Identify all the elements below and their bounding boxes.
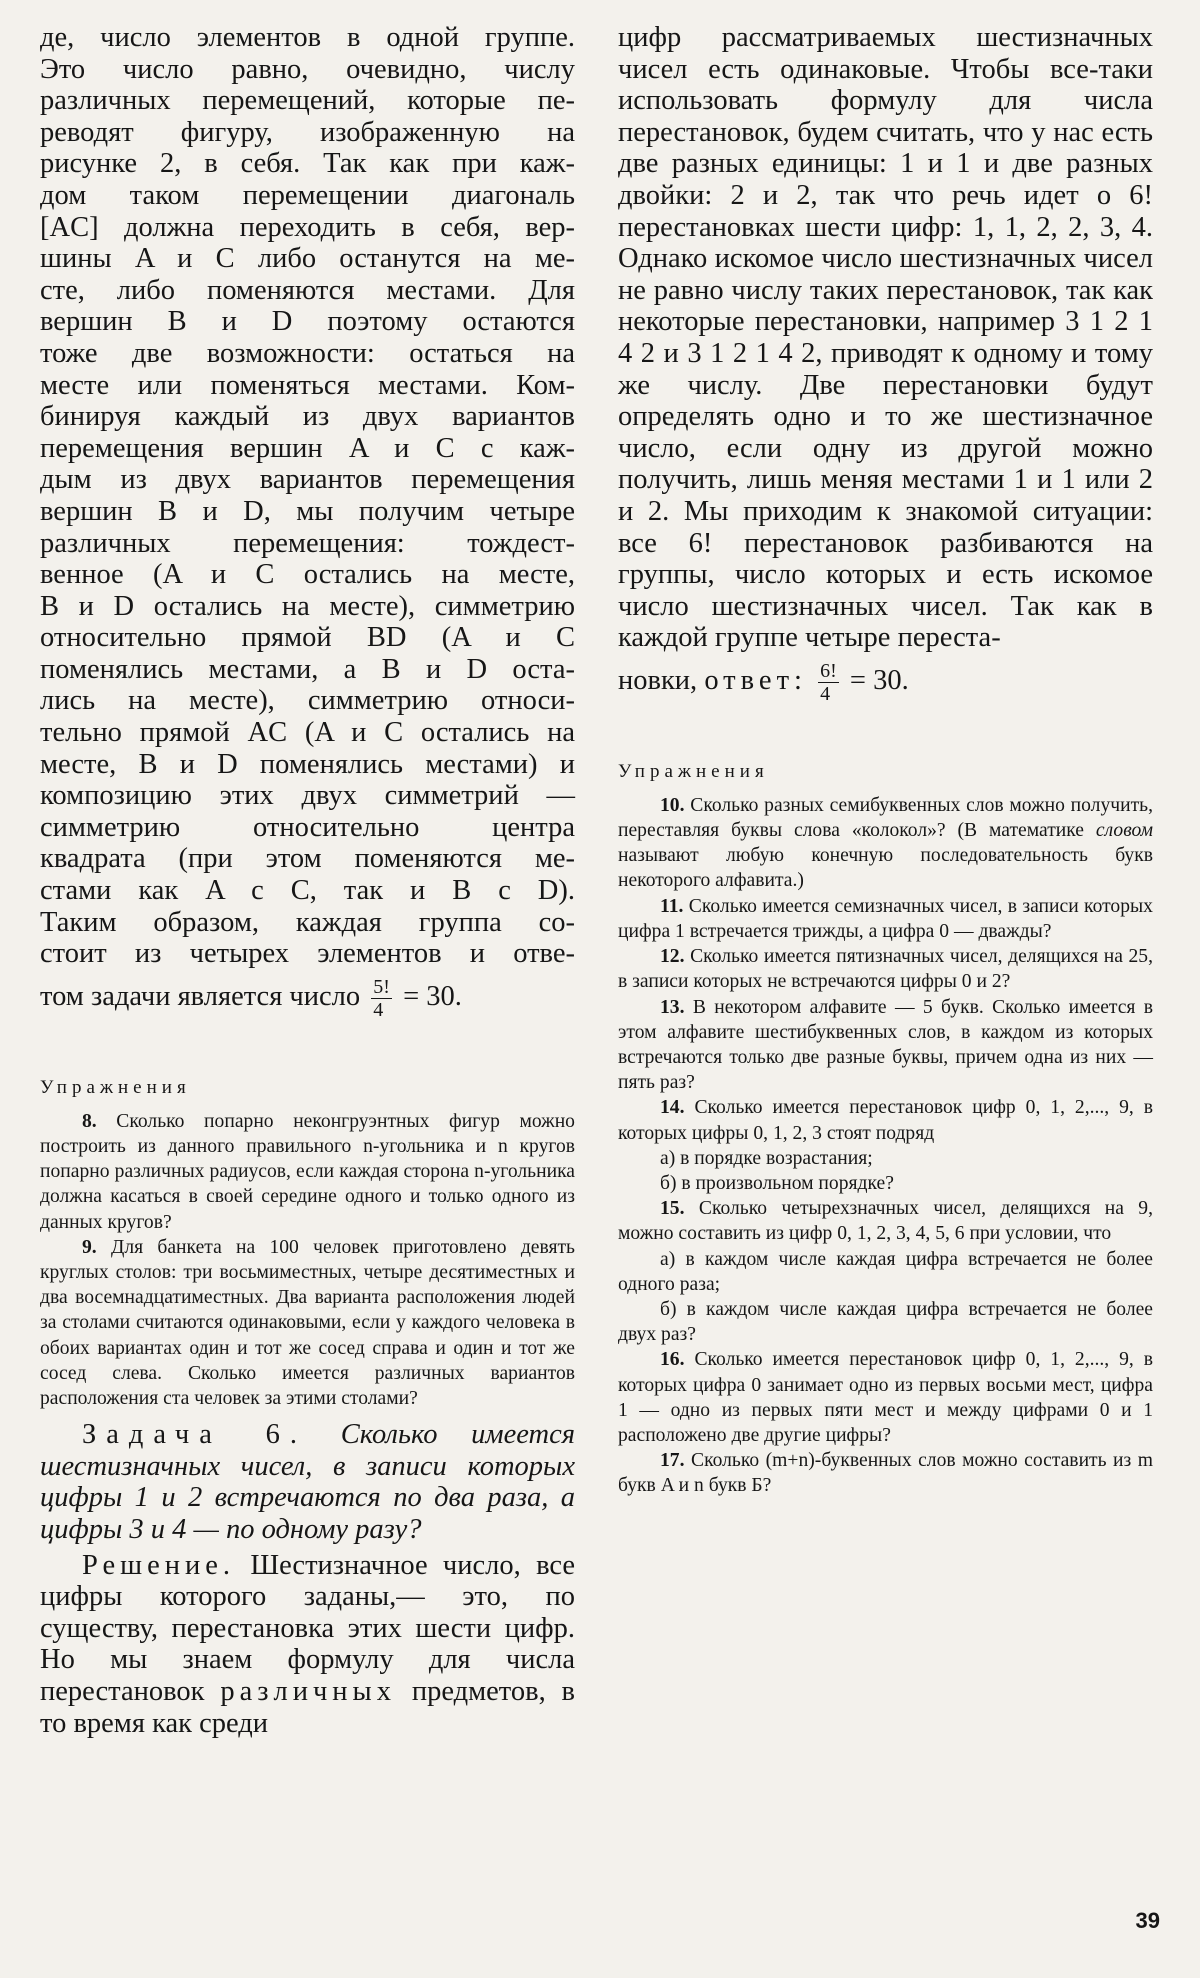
exercise-8 (40, 1109, 575, 1235)
answer-line (618, 660, 1153, 705)
fraction-denominator: 4 (373, 998, 384, 1021)
exercise-text: Сколько (m+n)-буквенных слов можно составить из m букв A и n букв Б? (618, 1450, 1153, 1497)
exercise-number: 8. (82, 1110, 97, 1132)
exercise-14-b: б) в произвольном порядке? (660, 1172, 894, 1194)
text-line: различных перемещений, которые пе- (40, 85, 575, 117)
text-line: вершин B и D поэтому остаются (40, 306, 575, 338)
text-line: поменялись местами, а B и D оста- (40, 653, 575, 685)
exercise-text: Сколько имеется перестановок цифр 0, 1, 2,..., 9, в которых цифра 0 занимает одно из первых восьми мест, цифра 1 — одно из первых пяти мест и между цифрами 0 и 1 расположено две другие цифры? (618, 1349, 1153, 1446)
exercise-number: 12. (660, 946, 685, 968)
text-line: различных перемещения: тождест- (40, 527, 575, 559)
exercise-number: 11. (660, 895, 684, 917)
exercise-text: Сколько имеется семизначных чисел, в записи которых цифра 1 встречается трижды, а цифра 0 — дважды? (618, 895, 1153, 942)
exercise-text: В некотором алфавите — 5 букв. Сколько имеется в этом алфавите шестибуквенных слов, в каждом из которых встречаются только две разные буквы, причем одна из них — пять раз? (618, 996, 1154, 1094)
exercise-15-b: б) в каждом числе каждая цифра встречается не более двух раз? (618, 1298, 1153, 1346)
exercise-emphasis: словом (1095, 820, 1153, 842)
formula-result: = 30. (403, 980, 462, 1012)
exercise-number: 17. (660, 1450, 685, 1472)
text-line: бинируя каждый из двух вариантов (40, 401, 575, 433)
exercise-number: 13. (660, 996, 685, 1018)
exercise-11 (618, 894, 1153, 944)
right-column (618, 22, 1153, 1499)
exercise-number: 10. (660, 794, 685, 816)
text-line: сте, либо поменяются местами. Для (40, 274, 575, 306)
exercise-16 (618, 1347, 1153, 1448)
text-line: композицию этих двух симметрий — (40, 780, 575, 812)
text-line: симметрию относительно центра (40, 811, 575, 843)
text-line: тельно прямой AC (A и C остались на (40, 717, 575, 749)
solution-spaced-word: различных (220, 1676, 396, 1707)
exercise-14-a: а) в порядке возрастания; (660, 1147, 873, 1169)
exercise-text: Сколько попарно неконгруэнтных фигур можно построить из данного правильного n-угольника и n кругов попарно различных радиусов, если каждая сторона n-угольника должна касаться в своей середине одного и только одного из данных кругов? (40, 1110, 575, 1233)
fraction (371, 976, 392, 1021)
fraction (818, 660, 839, 705)
exercise-text: Сколько разных семибуквенных слов можно получить, переставляя буквы слова «колокол»? (В математике (618, 794, 1153, 842)
exercise-text: Для банкета на 100 человек приготовлено девять круглых столов: три восьмиместных, четыре десятиместных и два восемнадцатиместных. Два варианта расположения людей за столами считаются одинаковыми, если у каждого человека в обоих вариантах один и тот же сосед справа и один и тот же сосед слева. Сколько имеется различных вариантов расположения ста человек за этими столами? (40, 1236, 575, 1410)
exercise-number: 9. (82, 1236, 97, 1258)
text-line: Таким образом, каждая группа со- (40, 906, 575, 938)
text-line: [AC] должна переходить в себя, вер- (40, 211, 575, 243)
text-line: венное (A и C остались на месте, (40, 559, 575, 591)
formula-lead-text: том задачи является число (40, 980, 361, 1012)
text-line: перемещения вершин A и C с каж- (40, 432, 575, 464)
solution-end: предметов, в то время как среди (40, 1676, 576, 1739)
text-line: вершин B и D, мы получим четыре (40, 495, 575, 527)
exercise-10 (618, 793, 1153, 894)
answer-lead-text: новки, (618, 664, 698, 696)
text-line: месте, B и D поменялись местами) и (40, 748, 575, 780)
text-line: рисунке 2, в себя. Так как при каж- (40, 148, 575, 180)
text-line: стоит из четырех элементов и отве- (40, 938, 575, 970)
exercise-number: 16. (660, 1349, 685, 1371)
answer-result: = 30. (849, 664, 909, 696)
text-line: шины A и C либо останутся на ме- (40, 243, 575, 275)
formula-line (40, 976, 575, 1021)
text-line: месте или поменяться местами. Ком- (40, 369, 575, 401)
fraction-denominator: 4 (820, 682, 831, 705)
task-label: Задача 6. (82, 1419, 308, 1451)
exercises-heading: Упражнения (40, 1076, 191, 1098)
exercise-number: 15. (660, 1198, 685, 1220)
exercise-15-a: а) в каждом числе каждая цифра встречается не более одного раза; (618, 1248, 1153, 1295)
page-number: 39 (1135, 1908, 1160, 1933)
text-line: тоже две возможности: остаться на (40, 337, 575, 369)
exercise-12 (618, 944, 1153, 994)
text-line: дым из двух вариантов перемещения (40, 464, 575, 496)
exercise-9 (40, 1235, 575, 1411)
text-line: квадрата (при этом поменяются ме- (40, 843, 575, 875)
text-line: Это число равно, очевидно, числу (40, 53, 575, 85)
exercise-14 (618, 1095, 1153, 1145)
task-6 (40, 1419, 575, 1545)
left-main-text (40, 22, 575, 1021)
exercise-text: Сколько четырехзначных чисел, делящихся на 9, можно составить из цифр 0, 1, 2, 3, 4, 5, 6 при условии, что (618, 1198, 1153, 1245)
exercise-15 (618, 1196, 1153, 1246)
solution-text: Шестизначное число, все цифры которого заданы,— это, по существу, перестановка этих шести цифр. Но мы знаем формулу для числа перестановок (40, 1549, 576, 1707)
fraction-numerator: 5! (373, 975, 390, 998)
exercise-text: Сколько имеется перестановок цифр 0, 1, 2,..., 9, в которых цифры 0, 1, 2, 3 стоят подряд (618, 1097, 1153, 1144)
text-line: B и D остались на месте), симметрию (40, 590, 575, 622)
solution (40, 1550, 575, 1740)
fraction-numerator: 6! (820, 659, 837, 682)
exercises-heading: Упражнения (618, 760, 769, 782)
exercise-text: Сколько имеется пятизначных чисел, делящихся на 25, в записи которых не встречаются цифры 0 и 2? (618, 946, 1153, 993)
text-line: лись на месте), симметрию относи- (40, 685, 575, 717)
exercise-text: называют любую конечную последовательность букв некоторого алфавита.) (618, 845, 1153, 892)
solution-label: Решение. (82, 1549, 235, 1581)
text-line: де, число элементов в одной группе. (40, 22, 575, 53)
text-line: дом таком перемещении диагональ (40, 179, 575, 211)
exercise-number: 14. (660, 1097, 685, 1119)
exercise-13 (618, 995, 1153, 1096)
text-line: реводят фигуру, изображенную на (40, 116, 575, 148)
left-column (40, 22, 575, 1739)
exercise-17 (618, 1448, 1153, 1498)
text-line: относительно прямой BD (A и C (40, 622, 575, 654)
task-text: Сколько имеется шестизначных чисел, в записи которых цифры 1 и 2 встречаются по два раза, а цифры 3 и 4 — по одному разу? (40, 1419, 576, 1546)
right-main-text: цифр рассматриваемых шестизначных чисел есть одинаковые. Чтобы все-таки использовать формулу для числа перестановок, будем считать, что у нас есть две разных единицы: 1 и 1 и две разных двойки: 2 и 2, так что речь идет о 6! перестановках шести цифр: 1, 1, 2, 2, 3, 4. Однако искомое число шестизначных чисел не равно числу таких перестановок, так как некоторые перестановки, например 3 1 2 1 4 2 и 3 1 2 1 4 2, приводят к одному и тому же числу. Две перестановки будут определять одно и то же шестизначное число, если одну из другой можно получить, лишь меняя местами 1 и 1 или 2 и 2. Мы приходим к знакомой ситуации: все 6! перестановок разбиваются на группы, число которых и есть искомое число шестизначных чисел. Так как в каждой группе четыре переста- (618, 22, 1153, 654)
text-line: стами как A с C, так и B с D). (40, 875, 575, 907)
answer-label: ответ: (704, 664, 807, 696)
